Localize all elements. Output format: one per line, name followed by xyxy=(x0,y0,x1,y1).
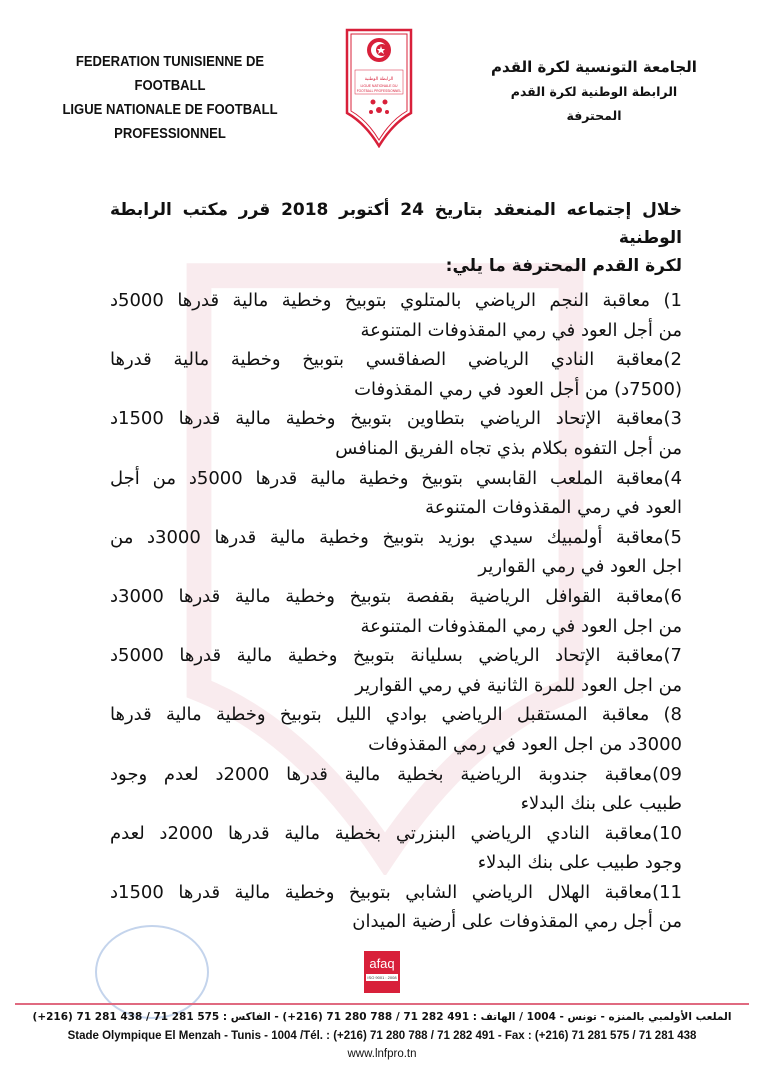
league-name-fr: LIGUE NATIONALE DE FOOTBALL xyxy=(62,102,278,118)
decision-line-continued: طبيب على بنك البدلاء xyxy=(520,793,682,815)
intro-paragraph xyxy=(110,196,682,280)
iso-label: ISO 9001 : 2008 xyxy=(367,975,397,980)
decision-line-continued: من أجل العود في رمي المقذوفات المتنوعة xyxy=(360,319,682,341)
decision-line: 3)معاقبة الإتحاد الرياضي بتطاوين بتوبيخ وخطية مالية قدرها 1500د xyxy=(110,408,682,430)
header-arabic xyxy=(464,54,724,128)
intro-line: خلال إجتماعه المنعقد بتاريخ 24 أكتوبر 2018 قرر مكتب الرابطة الوطنية xyxy=(110,200,682,248)
decision-line: 09)معاقبة جندوبة الرياضية بخطية مالية قدرها 2000د لعدم وجود xyxy=(110,763,682,785)
decision-line: 6)معاقبة القوافل الرياضية بقفصة بتوبيخ وخطية مالية قدرها 3000د xyxy=(110,585,682,607)
svg-text:FOOTBALL PROFESSIONNEL: FOOTBALL PROFESSIONNEL xyxy=(356,89,402,93)
decision-line: 5)معاقبة أولمبيك سيدي بوزيد بتوبيخ وخطية مالية قدرها 3000د من xyxy=(110,526,682,548)
decision-line-continued: من اجل العود في رمي المقذوفات المتنوعة xyxy=(360,615,682,637)
decision-line: 11)معاقبة الهلال الرياضي الشابي بتوبيخ وخطية مالية قدرها 1500د xyxy=(110,881,682,903)
decision-item xyxy=(110,582,682,641)
header-french xyxy=(53,50,287,146)
decision-line: 10)معاقبة النادي الرياضي البنزرتي بخطية مالية قدرها 2000د لعدم xyxy=(110,822,682,844)
decision-item xyxy=(110,641,682,700)
decision-item xyxy=(110,700,682,759)
decision-line-continued: وجود طبيب على بنك البدلاء xyxy=(477,852,682,874)
decision-line-continued: (7500د) من أجل العود في رمي المقذوفات xyxy=(354,378,682,400)
league-name-ar: الرابطة الوطنية لكرة القدم xyxy=(510,84,678,99)
footer-address-fr: Stade Olympique El Menzah - Tunis - 1004 /Tél. : (+216) 71 280 788 / 71 282 491 - Fax : (+216) 71 281 575 / 71 281 438 xyxy=(67,1030,697,1042)
decision-line-continued: اجل العود في رمي القوارير xyxy=(478,556,682,578)
decision-item xyxy=(110,464,682,523)
league-name-ar-2: المحترفة xyxy=(566,108,622,123)
decision-item xyxy=(110,523,682,582)
federation-name-ar: الجامعة التونسية لكرة القدم xyxy=(491,58,697,76)
decision-line-continued: من أجل رمي المقذوفات على أرضية الميدان xyxy=(352,911,682,933)
decision-line: 7)معاقبة الإتحاد الرياضي بسليانة بتوبيخ وخطية مالية قدرها 5000د xyxy=(110,645,682,667)
afaq-iso-badge xyxy=(364,951,400,993)
decision-line: 8) معاقبة المستقبل الرياضي بوادي الليل بتوبيخ وخطية مالية قدرها xyxy=(110,704,682,726)
decision-item xyxy=(110,819,682,878)
decision-item xyxy=(110,404,682,463)
decision-line: 2)معاقبة النادي الرياضي الصفاقسي بتوبيخ وخطية مالية قدرها xyxy=(110,349,682,371)
decision-item xyxy=(110,345,682,404)
decision-item xyxy=(110,878,682,937)
decisions-list xyxy=(110,286,682,937)
footer-website: www.lnfpro.tn xyxy=(347,1048,417,1060)
decision-line: 1) معاقبة النجم الرياضي بالمتلوي بتوبيخ وخطية مالية قدرها 5000د xyxy=(110,290,682,311)
decision-line-continued: من اجل العود للمرة الثانية في رمي القوارير xyxy=(355,674,682,696)
decision-line-continued: من أجل التفوه بكلام بذي تجاه الفريق المنافس xyxy=(335,437,682,459)
league-name-fr-2: PROFESSIONNEL xyxy=(114,126,226,142)
intro-line: لكرة القدم المحترفة ما يلي: xyxy=(445,256,682,276)
decision-line-continued: العود في رمي المقذوفات المتنوعة xyxy=(425,497,682,519)
decision-line: 4)معاقبة الملعب القابسي بتوبيخ وخطية مالية قدرها 5000د من أجل xyxy=(110,467,682,489)
afaq-label: afaq xyxy=(369,956,395,971)
decision-line-continued: 3000د من اجل العود في رمي المقذوفات xyxy=(368,733,682,755)
svg-text:LIGUE NATIONALE DU: LIGUE NATIONALE DU xyxy=(360,84,398,88)
footer-divider xyxy=(15,1003,749,1005)
federation-name-fr: FEDERATION TUNISIENNE DE FOOTBALL xyxy=(75,54,265,94)
svg-text:الرابطة الوطنية: الرابطة الوطنية xyxy=(364,77,394,82)
league-logo xyxy=(345,28,413,148)
decision-item xyxy=(110,286,682,345)
footer-address-ar: الملعب الأولمبي بالمنزه - تونس - 1004 / الهاتف : 491 282 71 / 788 280 71 (216+) - الفاكس : 575 281 71 / 438 281 71 (216+) xyxy=(32,1011,732,1023)
decision-item xyxy=(110,760,682,819)
